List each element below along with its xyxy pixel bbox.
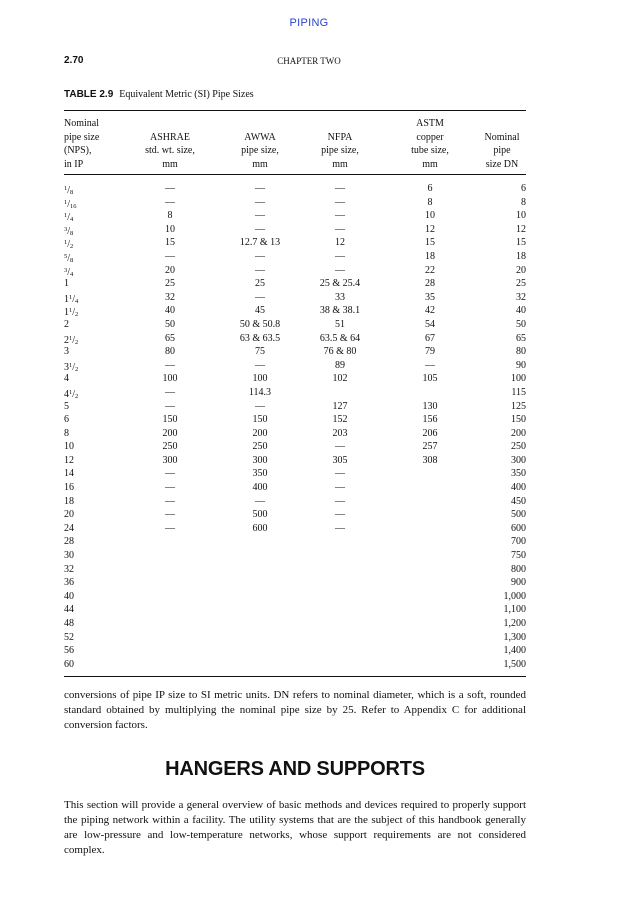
table-row xyxy=(64,318,526,332)
cell-astm: 10 xyxy=(425,210,435,222)
cell-awwa: — xyxy=(255,264,265,276)
cell-ashrae: 32 xyxy=(165,291,175,303)
table-header-rule xyxy=(64,174,526,175)
cell-astm: 15 xyxy=(425,237,435,249)
cell-ashrae: 80 xyxy=(165,346,175,358)
cell-nfpa: 89 xyxy=(335,359,345,371)
cell-dn: 150 xyxy=(511,414,526,426)
cell-ashrae: 40 xyxy=(165,305,175,317)
cell-awwa: — xyxy=(255,359,265,371)
table-row xyxy=(64,481,526,495)
cell-dn: 350 xyxy=(511,468,526,480)
table-row xyxy=(64,236,526,250)
cell-awwa: 114.3 xyxy=(248,386,272,398)
table-number: TABLE 2.9 xyxy=(64,89,114,100)
table-row xyxy=(64,277,526,291)
cell-nps: $^1/_4$ xyxy=(64,212,74,224)
cell-nfpa: — xyxy=(335,495,345,507)
cell-awwa: 200 xyxy=(252,427,268,439)
cell-nps: 3 xyxy=(64,346,69,358)
cell-ashrae: — xyxy=(165,196,175,208)
cell-ashrae: — xyxy=(165,468,175,480)
cell-nps: $^1/_{16}$ xyxy=(64,198,77,210)
cell-dn: 1,000 xyxy=(503,590,526,602)
table-row xyxy=(64,495,526,509)
cell-dn: 125 xyxy=(511,400,526,412)
cell-nfpa: 63.5 & 64 xyxy=(319,332,361,344)
cell-nps: 10 xyxy=(64,441,74,453)
cell-nps: 2 xyxy=(64,318,69,330)
cell-awwa: 250 xyxy=(252,441,268,453)
cell-astm: 8 xyxy=(427,196,433,208)
cell-nps: 4 xyxy=(64,373,69,385)
cell-ashrae: — xyxy=(165,482,175,494)
cell-awwa: 50 & 50.8 xyxy=(239,318,281,330)
cell-astm: 206 xyxy=(422,427,438,439)
cell-ashrae: 25 xyxy=(165,278,175,290)
cell-nps: 6 xyxy=(64,414,69,426)
cell-nps: $^1/_2$ xyxy=(64,239,74,251)
cell-dn: 15 xyxy=(516,237,526,249)
header-awwa: AWWA pipe size, mm xyxy=(241,131,279,170)
table-row xyxy=(64,332,526,346)
cell-nfpa: 127 xyxy=(332,400,348,412)
running-head: PIPING xyxy=(289,17,329,29)
cell-nps: 48 xyxy=(64,618,74,629)
cell-nps: 44 xyxy=(64,604,74,616)
cell-ashrae: — xyxy=(165,495,175,507)
cell-nfpa: 305 xyxy=(332,454,348,466)
cell-nps: 20 xyxy=(64,509,74,521)
cell-nps: $1^1/_4$ xyxy=(64,293,79,305)
table-body xyxy=(64,182,526,671)
cell-astm: 130 xyxy=(422,400,438,412)
cell-nps: 16 xyxy=(64,482,74,494)
header-ashrae: ASHRAE std. wt. size, mm xyxy=(145,131,195,170)
header-nfpa: NFPA pipe size, mm xyxy=(321,131,359,170)
cell-awwa: 45 xyxy=(255,305,265,317)
cell-ashrae: 20 xyxy=(165,264,175,276)
table-row xyxy=(64,304,526,318)
cell-nfpa: — xyxy=(335,468,345,480)
table-row xyxy=(64,535,526,549)
cell-nps: 52 xyxy=(64,631,74,643)
cell-dn: 50 xyxy=(516,318,526,330)
cell-dn: 250 xyxy=(511,441,526,453)
table-row xyxy=(64,264,526,278)
cell-ashrae: 10 xyxy=(165,223,175,235)
section-heading: HANGERS AND SUPPORTS xyxy=(165,758,425,780)
cell-awwa: — xyxy=(255,400,265,412)
cell-ashrae: — xyxy=(165,250,175,262)
cell-nfpa: 76 & 80 xyxy=(323,346,357,358)
cell-nps: 14 xyxy=(64,468,74,480)
paragraph-section: This section will provide a general overview of basic methods and devices required to properly support the piping network within a facility. The utility systems that are the subject of this handbook generally are low-pressure and low-temperature networks, whose support requirements are not considered complex. xyxy=(64,799,526,856)
table-row xyxy=(64,576,526,590)
table-row xyxy=(64,372,526,386)
cell-nfpa: — xyxy=(335,441,345,453)
cell-dn: 1,500 xyxy=(503,658,526,670)
cell-dn: 750 xyxy=(511,550,526,562)
cell-awwa: 63 & 63.5 xyxy=(239,332,281,344)
paragraph-continued: conversions of pipe IP size to SI metric units. DN refers to nominal diameter, which is a soft, rounded standard obtained by multiplying the nominal pipe size by 25. Refer to Appendix C for additional conversion factors. xyxy=(64,689,526,731)
cell-ashrae: — xyxy=(165,183,175,194)
table-row xyxy=(64,182,526,196)
cell-dn: 700 xyxy=(511,536,526,548)
cell-nps: 12 xyxy=(64,454,74,466)
cell-dn: 1,200 xyxy=(503,618,526,629)
cell-ashrae: 100 xyxy=(162,373,178,385)
table-row xyxy=(64,209,526,223)
cell-nfpa: — xyxy=(335,482,345,494)
cell-nfpa: 152 xyxy=(332,414,348,426)
cell-dn: 40 xyxy=(516,305,526,317)
cell-awwa: — xyxy=(255,210,265,222)
cell-awwa: 300 xyxy=(252,454,268,466)
cell-nps: 36 xyxy=(64,577,74,589)
cell-nfpa: — xyxy=(335,509,345,521)
cell-dn: 200 xyxy=(511,427,526,439)
table-row xyxy=(64,631,526,645)
cell-nps: $1^1/_2$ xyxy=(64,307,79,319)
cell-awwa: — xyxy=(255,196,265,208)
cell-nps: 28 xyxy=(64,536,74,548)
cell-nps: $3^1/_2$ xyxy=(64,361,79,373)
table-bottom-rule xyxy=(64,676,526,677)
table-row xyxy=(64,440,526,454)
cell-nps: 1 xyxy=(64,278,69,290)
cell-ashrae: 65 xyxy=(165,332,175,344)
cell-dn: 18 xyxy=(516,250,526,262)
cell-astm: 35 xyxy=(425,291,435,303)
cell-dn: 90 xyxy=(516,359,526,371)
cell-awwa: 600 xyxy=(252,522,268,534)
cell-dn: 100 xyxy=(511,373,526,385)
cell-astm: 22 xyxy=(425,264,435,276)
cell-awwa: 400 xyxy=(252,482,268,494)
cell-dn: 20 xyxy=(516,264,526,276)
cell-ashrae: — xyxy=(165,522,175,534)
table-row xyxy=(64,522,526,536)
table-row xyxy=(64,196,526,210)
cell-ashrae: — xyxy=(165,359,175,371)
cell-dn: 1,100 xyxy=(503,604,526,616)
table-top-rule xyxy=(64,110,526,111)
header-dn: Nominal pipe size DN xyxy=(484,131,520,170)
table-title: Equivalent Metric (SI) Pipe Sizes xyxy=(119,89,254,100)
cell-dn: 25 xyxy=(516,278,526,290)
cell-astm: 18 xyxy=(425,250,435,262)
cell-awwa: — xyxy=(255,250,265,262)
cell-ashrae: — xyxy=(165,400,175,412)
cell-nps: $^5/_8$ xyxy=(64,252,74,264)
cell-nps: $^1/_8$ xyxy=(64,185,74,196)
cell-astm: 308 xyxy=(422,454,438,466)
cell-nfpa: — xyxy=(335,223,345,235)
cell-dn: 300 xyxy=(511,454,526,466)
cell-nps: 60 xyxy=(64,658,74,670)
cell-nfpa: 33 xyxy=(335,291,345,303)
table-row xyxy=(64,563,526,577)
cell-ashrae: 50 xyxy=(165,318,175,330)
cell-astm: 105 xyxy=(422,373,438,385)
cell-astm: 28 xyxy=(425,278,435,290)
cell-nps: 5 xyxy=(64,400,69,412)
cell-nps: $4^1/_2$ xyxy=(64,388,79,400)
table-row xyxy=(64,400,526,414)
header-astm: ASTM copper tube size, mm xyxy=(411,118,449,170)
table-row xyxy=(64,454,526,468)
cell-awwa: 350 xyxy=(252,468,268,480)
cell-nps: 8 xyxy=(64,427,69,439)
cell-awwa: 12.7 & 13 xyxy=(239,237,281,249)
cell-ashrae: — xyxy=(165,386,175,398)
table-row xyxy=(64,345,526,359)
cell-dn: 1,300 xyxy=(503,631,526,643)
cell-awwa: — xyxy=(255,495,265,507)
cell-nfpa: — xyxy=(335,210,345,222)
table-row xyxy=(64,359,526,373)
table-row xyxy=(64,427,526,441)
cell-awwa: 75 xyxy=(255,346,265,358)
table-row xyxy=(64,617,526,631)
cell-dn: 900 xyxy=(511,577,526,589)
cell-nps: 32 xyxy=(64,563,74,575)
cell-astm: 6 xyxy=(427,183,433,194)
cell-astm: — xyxy=(425,359,435,371)
cell-astm: 257 xyxy=(422,441,438,453)
cell-dn: 6 xyxy=(521,183,526,194)
cell-nfpa: 25 & 25.4 xyxy=(319,278,361,290)
table-row xyxy=(64,386,526,400)
table-row xyxy=(64,413,526,427)
cell-nfpa: — xyxy=(335,522,345,534)
header-nps: Nominal pipe size (NPS), in IP xyxy=(64,118,100,170)
cell-nfpa: — xyxy=(335,264,345,276)
cell-dn: 600 xyxy=(511,522,526,534)
cell-dn: 800 xyxy=(511,563,526,575)
table-row xyxy=(64,658,526,672)
cell-nps: $^3/_8$ xyxy=(64,225,74,237)
cell-awwa: 100 xyxy=(252,373,268,385)
cell-awwa: 150 xyxy=(252,414,268,426)
cell-awwa: — xyxy=(255,291,265,303)
cell-ashrae: — xyxy=(165,509,175,521)
table-row xyxy=(64,549,526,563)
cell-dn: 8 xyxy=(521,196,526,208)
cell-dn: 115 xyxy=(511,386,526,398)
cell-dn: 1,400 xyxy=(503,645,526,657)
cell-ashrae: 200 xyxy=(162,427,178,439)
cell-dn: 400 xyxy=(511,482,526,494)
table-header xyxy=(64,117,526,171)
cell-dn: 32 xyxy=(516,291,526,303)
cell-nps: 18 xyxy=(64,495,74,507)
cell-nfpa: 12 xyxy=(335,237,345,249)
table-row xyxy=(64,508,526,522)
cell-nps: $2^1/_2$ xyxy=(64,334,79,346)
cell-astm: 54 xyxy=(425,318,435,330)
cell-nps: 56 xyxy=(64,645,74,657)
cell-dn: 12 xyxy=(516,223,526,235)
cell-nfpa: 203 xyxy=(332,427,348,439)
table-caption xyxy=(64,89,254,100)
cell-awwa: 25 xyxy=(255,278,265,290)
cell-nfpa: — xyxy=(335,250,345,262)
cell-nfpa: 38 & 38.1 xyxy=(319,305,361,317)
cell-awwa: 500 xyxy=(252,509,268,521)
table-row xyxy=(64,250,526,264)
chapter-title: CHAPTER TWO xyxy=(277,56,341,66)
table-row xyxy=(64,644,526,658)
cell-ashrae: 250 xyxy=(162,441,178,453)
cell-nps: 24 xyxy=(64,522,74,534)
cell-nfpa: 102 xyxy=(332,373,348,385)
cell-astm: 12 xyxy=(425,223,435,235)
cell-ashrae: 8 xyxy=(167,210,173,222)
cell-nfpa: 51 xyxy=(335,318,345,330)
table-row xyxy=(64,467,526,481)
table-row xyxy=(64,223,526,237)
cell-nfpa: — xyxy=(335,183,345,194)
cell-dn: 65 xyxy=(516,332,526,344)
table-row xyxy=(64,603,526,617)
cell-nps: 40 xyxy=(64,590,74,602)
table-row xyxy=(64,590,526,604)
cell-ashrae: 300 xyxy=(162,454,178,466)
cell-astm: 67 xyxy=(425,332,435,344)
table-row xyxy=(64,291,526,305)
cell-astm: 79 xyxy=(425,346,435,358)
cell-dn: 500 xyxy=(511,509,526,521)
cell-astm: 42 xyxy=(425,305,435,317)
cell-astm: 156 xyxy=(422,414,438,426)
cell-nfpa: — xyxy=(335,196,345,208)
cell-dn: 450 xyxy=(511,495,526,507)
cell-ashrae: 150 xyxy=(162,414,178,426)
cell-dn: 10 xyxy=(516,210,526,222)
cell-dn: 80 xyxy=(516,346,526,358)
cell-nps: 30 xyxy=(64,550,74,562)
cell-ashrae: 15 xyxy=(165,237,175,249)
page-number: 2.70 xyxy=(64,55,84,66)
cell-nps: $^3/_4$ xyxy=(64,266,74,278)
cell-awwa: — xyxy=(255,223,265,235)
cell-awwa: — xyxy=(255,183,265,194)
